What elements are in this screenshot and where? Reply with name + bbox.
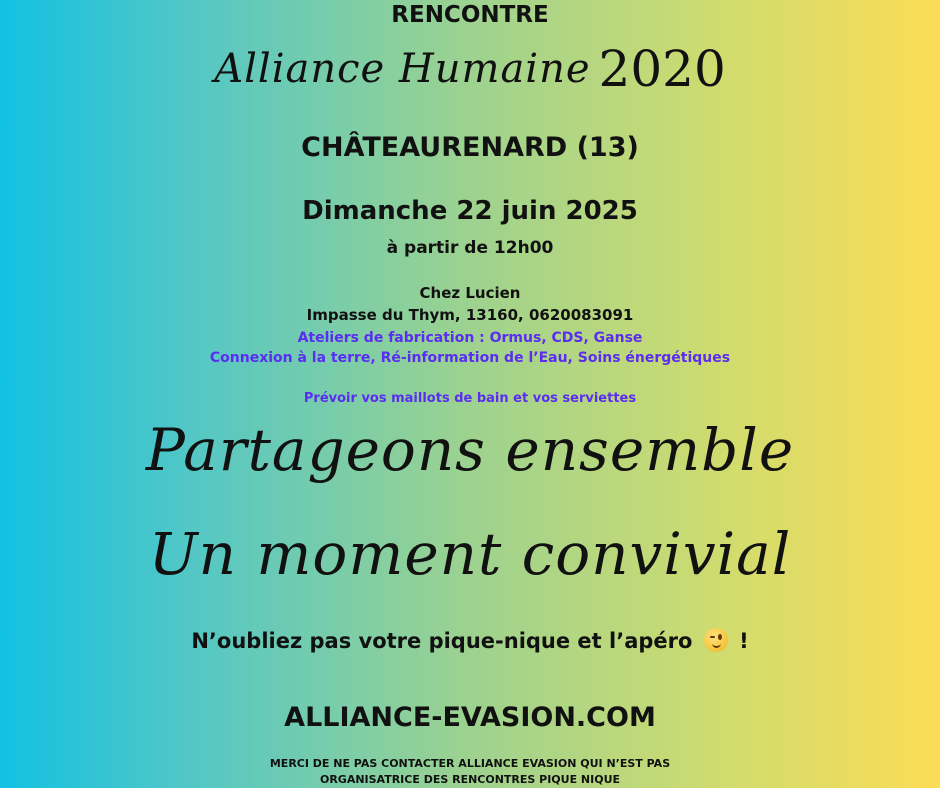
picnic-reminder	[0, 628, 940, 653]
event-time: à partir de 12h00	[386, 238, 554, 258]
event-address: Impasse du Thym, 13160, 0620083091	[306, 306, 634, 324]
reminder-exclamation: !	[739, 629, 749, 653]
event-kicker: RENCONTRE	[391, 2, 549, 28]
winking-face-icon	[704, 628, 728, 652]
reminder-text: N’oubliez pas votre pique-nique et l’apéro	[191, 629, 693, 653]
event-title	[0, 40, 940, 100]
slogan-line-1: Partageons ensemble	[145, 416, 795, 484]
title-script: Alliance Humaine	[214, 46, 591, 92]
event-activities: Connexion à la terre, Ré-information de l’Eau, Soins énergétiques	[209, 350, 731, 366]
website-label: ALLIANCE-EVASION.COM	[284, 702, 656, 733]
disclaimer-line-2: ORGANISATRICE DES RENCONTRES PIQUE NIQUE	[319, 773, 621, 786]
event-bring-note: Prévoir vos maillots de bain et vos serviettes	[303, 391, 637, 406]
slogan-line-2: Un moment convivial	[148, 520, 792, 588]
event-date: Dimanche 22 juin 2025	[302, 196, 638, 226]
disclaimer-line-1: MERCI DE NE PAS CONTACTER ALLIANCE EVASION QUI N’EST PAS	[269, 757, 671, 770]
event-city: CHÂTEAURENARD (13)	[301, 132, 639, 163]
title-year: 2020	[598, 40, 726, 98]
event-workshops: Ateliers de fabrication : Ormus, CDS, Ganse	[297, 330, 643, 346]
event-host: Chez Lucien	[419, 284, 521, 302]
